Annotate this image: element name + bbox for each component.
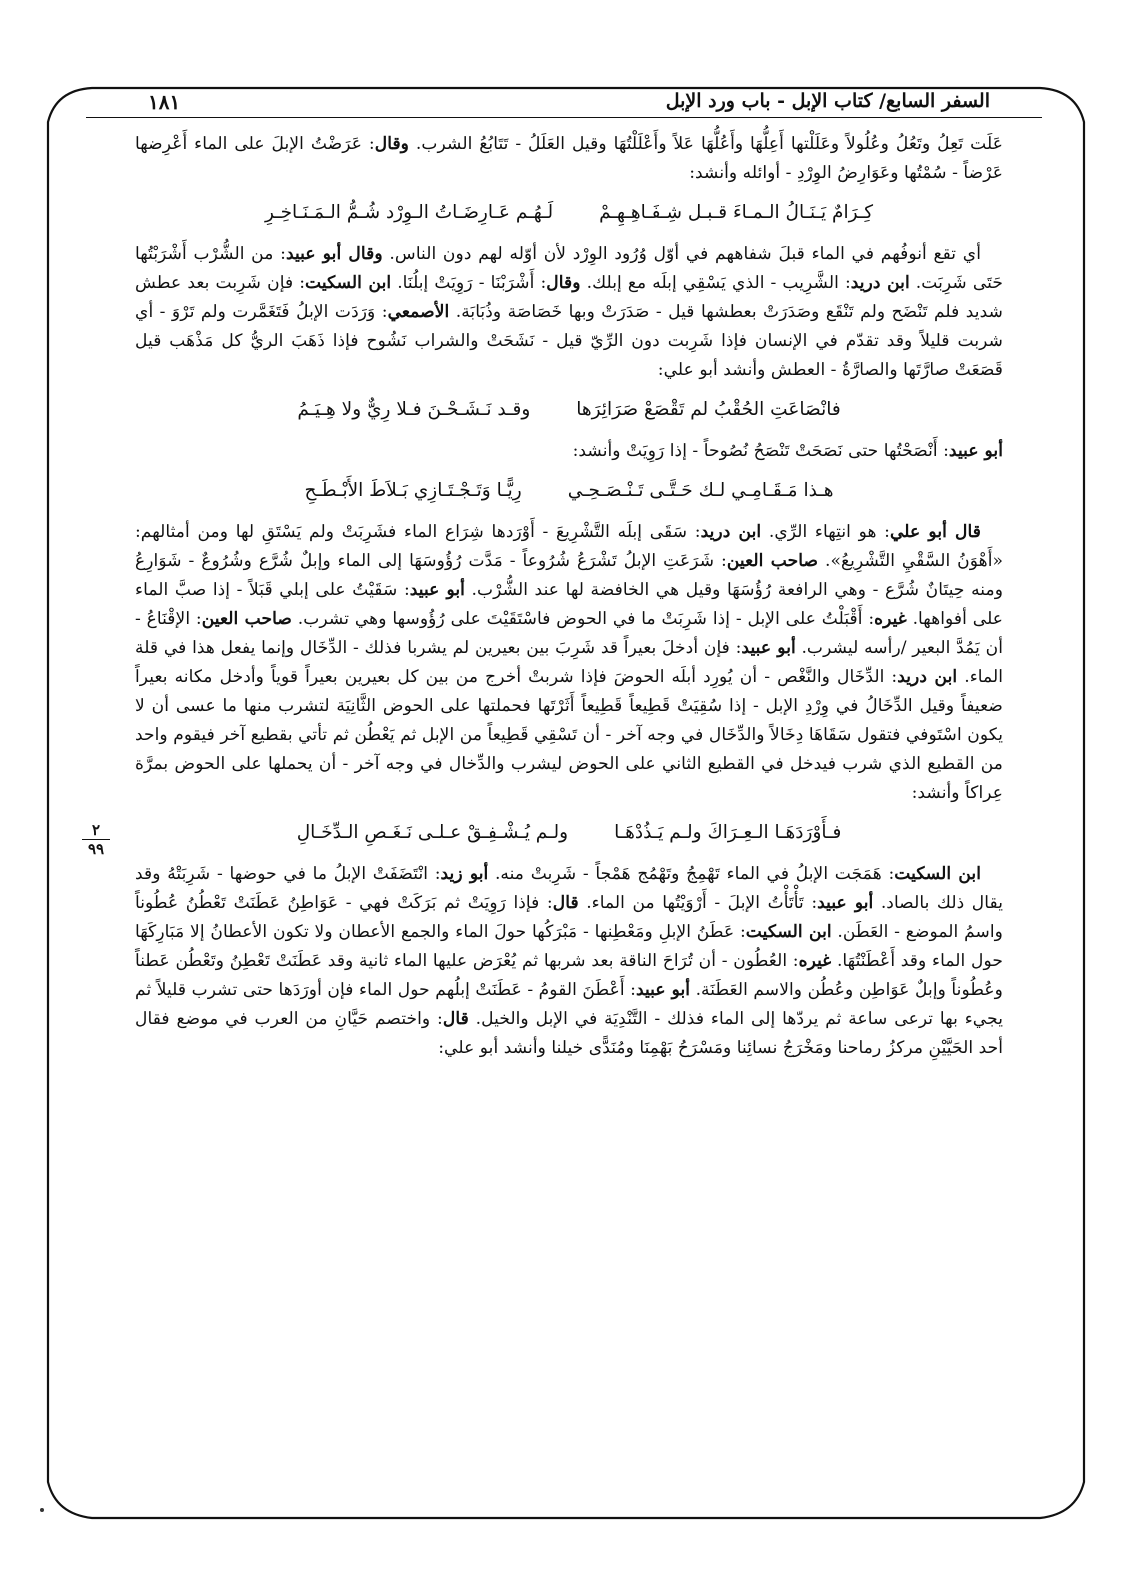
scan-speck xyxy=(40,1508,44,1512)
page-number: ١٨١ xyxy=(148,90,181,114)
source-attribution: صاحب العين xyxy=(201,609,292,629)
source-attribution: قال xyxy=(552,893,579,913)
source-attribution: غيره xyxy=(874,609,907,629)
text-paragraph xyxy=(135,860,1003,1063)
text-run: : فإن شَرِبت بعد عطش شديد فلم تَنْضَح ولم تَنْقَع وصَدَرَتْ بعطشها قيل - صَدَرَتْ وبها خَصَاصَة وذُبَابَة. xyxy=(135,273,1003,322)
text-run: : عَطَنُ الإبلِ ومَعْطِنها - مَبْرَكُها حولَ الماء والجمع الأعطان ولا تكون الأعطانُ إلا مَبَارِكَهَا حول الماء وقد أَعْطَنْتُهَا. xyxy=(135,922,1003,971)
margin-folio-reference xyxy=(78,822,114,857)
text-paragraph xyxy=(135,518,1003,808)
source-attribution: ابن السكيت xyxy=(894,864,981,884)
source-attribution: أبو عبيد xyxy=(948,441,1003,461)
verse-line xyxy=(135,198,1003,228)
verse-second-hemistich: لَـهُـم عَـارِضَـاتُ الـوِرْد شُـمُّ الـمَـنَـاخِـرِ xyxy=(264,202,554,223)
text-run: : أَقْبَلْتُ على الإبل - إذا شَرِبَتْ ما في الحوض فاسْتَقَيْتَ على رُؤُوسها وهي تشرب. xyxy=(291,609,875,629)
source-attribution: وقال xyxy=(374,134,409,154)
text-run: : فإن أدخلَ بعيراً قد شَرِبَ بين بعيرين لم يشربا فذلك - الدِّخَال وإنما يفعل هذا في قلة الماء. xyxy=(135,638,1003,687)
text-run: : تَأْتَأْتُ الإبلَ - أَرْوَيْتُها من الماء. xyxy=(578,893,818,913)
margin-folio-bottom: ٩٩ xyxy=(87,840,105,858)
source-attribution: قال xyxy=(442,1009,469,1029)
text-run: : فإذا رَوِيَتْ ثم بَرَكَتْ فهي - عَوَاطِنُ عَطَنَتْ تَعْطُنُ عُطُوناً واسمُ الموضع - العَطَن. xyxy=(135,893,1003,942)
verse-second-hemistich: ولـم يُـشْـفِـقْ عـلـى نَـغَـصِ الـدِّخَـالِ xyxy=(296,822,569,843)
text-paragraph xyxy=(135,437,1003,466)
text-run: : وَرَدَت الإبلُ فَتَغَمَّرت ولم تَرْوَ - أي شربت قليلاً وقد تقدّم في الإنسان فإذا شَرِبت دون الرِّيّ قيل - نَشَحَتْ والشراب نَشُوح فإذا ذَهَبَ الريُّ كل مَذْهَب قيل قَصَعَتْ صارَّتَها والصارَّةُ - العطش وأنشد أبو علي: xyxy=(135,302,1003,380)
verse-first-hemistich: كِـرَامٌ يَـنَـالُ الـمـاءَ قـبـل شِـفَـاهِـهِـمْ xyxy=(599,202,874,223)
source-attribution: أبو عبيد xyxy=(635,980,691,1000)
source-attribution: ابن دريد xyxy=(850,273,910,293)
verse-first-hemistich: هـذا مَـقَـامِـي لـك حَـتَّـى تَـنْـصَـحِـي xyxy=(567,480,834,501)
text-run: : واختصم حَيَّانِ من العرب في موضع فقال أحد الحَيَّيْنِ مركزُ رماحنا ومَخْرَجُ نسائِنا ومَسْرَحُ بَهْمِنَا ومُنَدًّى خيلنا وأنشد أبو علي: xyxy=(135,1009,1003,1058)
verse-first-hemistich: فانْصَاعَتِ الحُقْبُ لم تَقْصَعْ صَرَائِرَها xyxy=(576,399,841,420)
source-attribution: ابن السكيت xyxy=(305,273,392,293)
text-run: : هَمَجَت الإبلُ في الماء تَهْمِجُ وتَهْمُج هَمْجاً - شَرِبتْ منه. xyxy=(488,864,895,884)
source-attribution: وقال xyxy=(546,273,581,293)
text-run: : عَرَضْتُ الإبلَ على الماء أَعْرِضها عَرْضاً - سُمْتُها وعَوَارِضُ الوِرْدِ - أوائله وأنشد: xyxy=(135,134,1003,183)
source-attribution: وقال أبو عبيد xyxy=(285,244,383,264)
verse-second-hemistich: رِيًّـا وَتَـجْـتَـازِي بَـلاَطَ الأَبْـطَـحِ xyxy=(304,480,522,501)
text-run: : أَشْرَبْنَا - رَوِيَتْ إبلُنَا. xyxy=(391,273,547,293)
text-run: : انْتَضَفَتْ الإبلُ ما في حوضها - شَرِبَتْهُ وقد يقال ذلك بالصاد. xyxy=(135,864,1003,913)
text-paragraph xyxy=(135,240,1003,385)
text-run: : شَرَعَتِ الإبلُ تَشْرَعُ شُرُوعاً - مَدَّت رُؤُوسَهَا إلى الماء وإبلٌ شُرَّع وشُرُوعٌ - شَوَارِعُ ومنه حِيتَانٌ شُرَّع - وهي الرافعة رُؤُسَهَا وقيل هي الخافضة لها عند الشُّرْب. xyxy=(135,551,1003,600)
text-run: : الإقْنَاعُ - أن يَمُدَّ البعير /رأسه ليشرب. xyxy=(135,609,1004,658)
verse-second-hemistich: وقـد نَـشَـحْـنَ فـلا رِيٌّ ولا هِـيَـمُ xyxy=(297,399,531,420)
text-run: : سَقَيْتُ على إبلي قَبَلاً - إذا صبَّ الماء على أفواهها. xyxy=(135,580,1004,629)
verse-line xyxy=(135,476,1003,506)
text-run: : الشَّرِيب - الذي يَسْقِي إبلَه مع إبلك. xyxy=(580,273,851,293)
header-rule xyxy=(86,117,1042,118)
text-run: : هو انتِهاء الرِّي. xyxy=(761,522,890,542)
text-run: : الدِّخَال والنَّغْص - أن يُورِد أبلَه الحوضَ فإذا شربتْ أخرج من بين كل بعيرين بعيراً قوياً وأدخل مكانه بعيراً ضعيفاً وقيل الدِّخَالُ في وِرْدِ الإبل - إذا سُقِيَتْ قَطِيعاً قَطِيعاً أَثَرْتَها فحملتها على الحوض الثَّانِيَة لتشرب منها ما عسى أن لا يكون اسْتَوفي فتقول سَقَاهَا دِخَالاً والدِّخَال في وجه آخر - أن تَسْقِي قَطِيعاً من الإبل ثم يَعْطُن ثم تأتي بقطيع آخر فيقوم واحد من القطيع الذي شرب فيدخل في القطيع الثاني على الحوض ليشرب والدِّخال في وجه آخر - أن يحملها على الحوض بمرَّة عِراكاً وأنشد: xyxy=(135,667,1003,803)
source-attribution: الأصمعي xyxy=(387,302,450,322)
source-attribution: ابن دريد xyxy=(700,522,762,542)
text-run: : سَقَى إبلَه التَّشْرِيعَ - أَوْرَدها شِرَاع الماء فشَرِبَتْ ولم يَسْتَقِ لها ومن أمثالهم: «أَهْوَنُ السَّقْيِ التَّشْرِيعُ». xyxy=(135,522,1004,571)
source-attribution: غيره xyxy=(798,951,832,971)
main-text xyxy=(135,130,1003,1063)
source-attribution: ابن دريد xyxy=(897,667,958,687)
source-attribution: أبو عبيد xyxy=(409,580,465,600)
verse-line xyxy=(135,395,1003,425)
text-run: عَلَت تَعِلُ وتَعُلُ وعُلُولاً وعَلَلْتها أَعِلُّهَا وأَعُلُّهَا عَلاً وأَعْلَلْتُهَا وقيل العَلَلُ - تَتَابُعُ الشرب. xyxy=(408,134,1003,154)
source-attribution: أبو عبيد xyxy=(741,638,796,658)
source-attribution: ابن السكيت xyxy=(745,922,832,942)
margin-folio-top: ٢ xyxy=(91,821,101,839)
text-paragraph xyxy=(135,130,1003,188)
text-run: : العُطُون - أن تُرَاحَ الناقة بعد شربها ثم يُعْرَض عليها الماء ثانية وقد عَطَنَتْ تَعْطِنُ وتَعْطُن عَطناً وعُطُوناً وإبلٌ عَوَاطِن وعُطُن والاسم العَطَنَة. xyxy=(135,951,1003,1000)
verse-first-hemistich: فـأَوْرَدَهَـا الـعِـرَاكَ ولـم يَـذُدْهَـا xyxy=(614,822,842,843)
text-run: : من الشُّرْب أَشْرَبْتُها حَتَى شَرِبَت. xyxy=(135,244,1003,293)
verse-line xyxy=(135,818,1003,848)
source-attribution: أبو عبيد xyxy=(817,893,874,913)
text-run: : أَنْصَحْتُها حتى نَصَحَتْ تَنْصَحُ نُصُوحاً - إذا رَوِيَتْ وأنشد: xyxy=(572,441,949,461)
text-run: : أَعْطَنَ القومُ - عَطَنَتْ إبلُهم حول الماء فإن أورَدَها حتى تشرب قليلاً ثم يجيء بها ترعى ساعة ثم يردّها إلى الماء فذلك - التَّنْدِيَة في الإبل والخيل. xyxy=(135,980,1004,1029)
running-header-title: السفر السابع/ كتاب الإبل - باب ورد الإبل xyxy=(665,90,990,112)
source-attribution: قال أبو علي xyxy=(889,522,981,542)
source-attribution: صاحب العين xyxy=(726,551,819,571)
text-run: أي تقع أنوفُهم في الماء قبلَ شفاههم في أوّل وُرُود الوِرْد لأن أوّله لهم دون الناس. xyxy=(382,244,982,264)
source-attribution: أبو زيد xyxy=(440,864,489,884)
